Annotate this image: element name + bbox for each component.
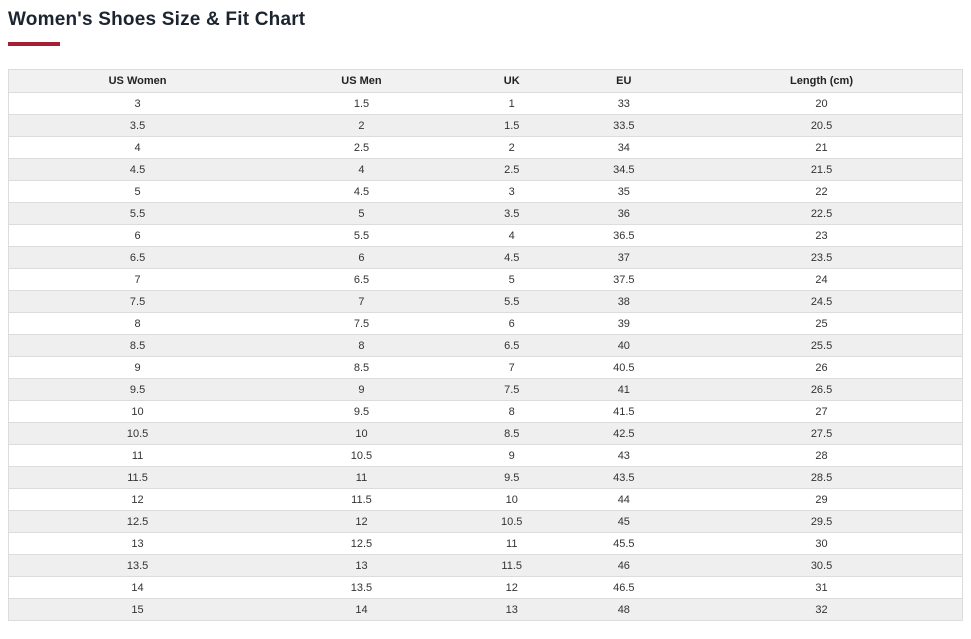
cell-uk: 3 bbox=[457, 181, 567, 203]
size-chart-table bbox=[8, 69, 963, 621]
cell-us-men: 8.5 bbox=[266, 357, 457, 379]
table-row bbox=[9, 489, 963, 511]
cell-us-women: 6 bbox=[9, 225, 267, 247]
cell-length-cm: 28.5 bbox=[681, 467, 962, 489]
cell-uk: 8.5 bbox=[457, 423, 567, 445]
cell-us-women: 9.5 bbox=[9, 379, 267, 401]
cell-length-cm: 25.5 bbox=[681, 335, 962, 357]
cell-uk: 11.5 bbox=[457, 555, 567, 577]
cell-us-women: 12 bbox=[9, 489, 267, 511]
cell-us-men: 7 bbox=[266, 291, 457, 313]
cell-eu: 41.5 bbox=[567, 401, 681, 423]
cell-us-women: 5.5 bbox=[9, 203, 267, 225]
cell-us-men: 11 bbox=[266, 467, 457, 489]
cell-length-cm: 20.5 bbox=[681, 115, 962, 137]
cell-us-men: 2.5 bbox=[266, 137, 457, 159]
cell-length-cm: 29.5 bbox=[681, 511, 962, 533]
table-row bbox=[9, 357, 963, 379]
cell-us-women: 4 bbox=[9, 137, 267, 159]
cell-uk: 6 bbox=[457, 313, 567, 335]
table-row bbox=[9, 291, 963, 313]
cell-us-men: 6.5 bbox=[266, 269, 457, 291]
cell-us-men: 1.5 bbox=[266, 93, 457, 115]
cell-us-men: 2 bbox=[266, 115, 457, 137]
cell-length-cm: 28 bbox=[681, 445, 962, 467]
column-header-eu: EU bbox=[567, 70, 681, 93]
cell-us-men: 5.5 bbox=[266, 225, 457, 247]
table-row bbox=[9, 137, 963, 159]
table-row bbox=[9, 445, 963, 467]
cell-uk: 11 bbox=[457, 533, 567, 555]
cell-eu: 46 bbox=[567, 555, 681, 577]
cell-us-men: 10 bbox=[266, 423, 457, 445]
cell-eu: 42.5 bbox=[567, 423, 681, 445]
cell-uk: 10 bbox=[457, 489, 567, 511]
cell-eu: 41 bbox=[567, 379, 681, 401]
cell-us-men: 13 bbox=[266, 555, 457, 577]
cell-uk: 1.5 bbox=[457, 115, 567, 137]
cell-us-men: 4.5 bbox=[266, 181, 457, 203]
cell-uk: 5.5 bbox=[457, 291, 567, 313]
cell-uk: 9.5 bbox=[457, 467, 567, 489]
table-row bbox=[9, 599, 963, 621]
cell-uk: 4 bbox=[457, 225, 567, 247]
page-title: Women's Shoes Size & Fit Chart bbox=[8, 9, 306, 30]
cell-eu: 33.5 bbox=[567, 115, 681, 137]
cell-eu: 40 bbox=[567, 335, 681, 357]
cell-us-men: 4 bbox=[266, 159, 457, 181]
cell-uk: 7 bbox=[457, 357, 567, 379]
cell-uk: 5 bbox=[457, 269, 567, 291]
cell-eu: 40.5 bbox=[567, 357, 681, 379]
cell-us-women: 11 bbox=[9, 445, 267, 467]
cell-eu: 48 bbox=[567, 599, 681, 621]
cell-uk: 6.5 bbox=[457, 335, 567, 357]
table-row bbox=[9, 423, 963, 445]
cell-eu: 37 bbox=[567, 247, 681, 269]
cell-us-women: 3 bbox=[9, 93, 267, 115]
cell-us-women: 4.5 bbox=[9, 159, 267, 181]
table-row bbox=[9, 269, 963, 291]
cell-eu: 39 bbox=[567, 313, 681, 335]
cell-length-cm: 21 bbox=[681, 137, 962, 159]
table-header bbox=[9, 70, 963, 93]
cell-us-women: 7 bbox=[9, 269, 267, 291]
table-row bbox=[9, 93, 963, 115]
cell-length-cm: 32 bbox=[681, 599, 962, 621]
cell-uk: 10.5 bbox=[457, 511, 567, 533]
cell-eu: 35 bbox=[567, 181, 681, 203]
cell-us-men: 14 bbox=[266, 599, 457, 621]
cell-eu: 37.5 bbox=[567, 269, 681, 291]
cell-length-cm: 30.5 bbox=[681, 555, 962, 577]
table-row bbox=[9, 555, 963, 577]
cell-us-men: 7.5 bbox=[266, 313, 457, 335]
title-accent-underline bbox=[8, 42, 60, 46]
cell-uk: 12 bbox=[457, 577, 567, 599]
cell-us-women: 14 bbox=[9, 577, 267, 599]
cell-length-cm: 27 bbox=[681, 401, 962, 423]
cell-us-women: 5 bbox=[9, 181, 267, 203]
cell-eu: 33 bbox=[567, 93, 681, 115]
cell-us-men: 11.5 bbox=[266, 489, 457, 511]
header-row bbox=[9, 70, 963, 93]
cell-uk: 4.5 bbox=[457, 247, 567, 269]
cell-us-women: 10 bbox=[9, 401, 267, 423]
cell-eu: 38 bbox=[567, 291, 681, 313]
table-row bbox=[9, 203, 963, 225]
cell-length-cm: 24 bbox=[681, 269, 962, 291]
cell-eu: 45 bbox=[567, 511, 681, 533]
table-row bbox=[9, 225, 963, 247]
cell-length-cm: 30 bbox=[681, 533, 962, 555]
cell-length-cm: 22 bbox=[681, 181, 962, 203]
cell-us-women: 11.5 bbox=[9, 467, 267, 489]
cell-us-men: 12 bbox=[266, 511, 457, 533]
cell-us-men: 8 bbox=[266, 335, 457, 357]
table-row bbox=[9, 511, 963, 533]
cell-us-women: 8.5 bbox=[9, 335, 267, 357]
cell-uk: 1 bbox=[457, 93, 567, 115]
cell-us-women: 10.5 bbox=[9, 423, 267, 445]
table-row bbox=[9, 467, 963, 489]
cell-uk: 3.5 bbox=[457, 203, 567, 225]
cell-length-cm: 25 bbox=[681, 313, 962, 335]
cell-us-women: 8 bbox=[9, 313, 267, 335]
cell-us-women: 15 bbox=[9, 599, 267, 621]
table-row bbox=[9, 247, 963, 269]
table-row bbox=[9, 115, 963, 137]
table-row bbox=[9, 533, 963, 555]
cell-us-women: 3.5 bbox=[9, 115, 267, 137]
table-row bbox=[9, 401, 963, 423]
cell-us-women: 9 bbox=[9, 357, 267, 379]
column-header-uk: UK bbox=[457, 70, 567, 93]
cell-uk: 2 bbox=[457, 137, 567, 159]
cell-us-men: 9 bbox=[266, 379, 457, 401]
cell-length-cm: 26.5 bbox=[681, 379, 962, 401]
cell-us-women: 7.5 bbox=[9, 291, 267, 313]
cell-eu: 34.5 bbox=[567, 159, 681, 181]
cell-eu: 45.5 bbox=[567, 533, 681, 555]
cell-us-men: 10.5 bbox=[266, 445, 457, 467]
cell-length-cm: 24.5 bbox=[681, 291, 962, 313]
cell-uk: 7.5 bbox=[457, 379, 567, 401]
cell-length-cm: 26 bbox=[681, 357, 962, 379]
cell-us-men: 9.5 bbox=[266, 401, 457, 423]
cell-length-cm: 23 bbox=[681, 225, 962, 247]
cell-uk: 8 bbox=[457, 401, 567, 423]
column-header-length-cm: Length (cm) bbox=[681, 70, 962, 93]
cell-length-cm: 23.5 bbox=[681, 247, 962, 269]
cell-us-men: 13.5 bbox=[266, 577, 457, 599]
cell-us-men: 5 bbox=[266, 203, 457, 225]
cell-length-cm: 20 bbox=[681, 93, 962, 115]
table-row bbox=[9, 313, 963, 335]
cell-us-women: 13.5 bbox=[9, 555, 267, 577]
cell-length-cm: 21.5 bbox=[681, 159, 962, 181]
cell-eu: 43 bbox=[567, 445, 681, 467]
cell-length-cm: 29 bbox=[681, 489, 962, 511]
cell-eu: 46.5 bbox=[567, 577, 681, 599]
cell-length-cm: 31 bbox=[681, 577, 962, 599]
cell-us-women: 13 bbox=[9, 533, 267, 555]
cell-eu: 36.5 bbox=[567, 225, 681, 247]
cell-length-cm: 22.5 bbox=[681, 203, 962, 225]
cell-uk: 9 bbox=[457, 445, 567, 467]
cell-us-women: 6.5 bbox=[9, 247, 267, 269]
cell-eu: 44 bbox=[567, 489, 681, 511]
column-header-us-men: US Men bbox=[266, 70, 457, 93]
cell-eu: 34 bbox=[567, 137, 681, 159]
table-row bbox=[9, 577, 963, 599]
cell-uk: 13 bbox=[457, 599, 567, 621]
cell-eu: 43.5 bbox=[567, 467, 681, 489]
cell-uk: 2.5 bbox=[457, 159, 567, 181]
table-row bbox=[9, 159, 963, 181]
cell-us-men: 6 bbox=[266, 247, 457, 269]
cell-length-cm: 27.5 bbox=[681, 423, 962, 445]
table-row bbox=[9, 379, 963, 401]
cell-eu: 36 bbox=[567, 203, 681, 225]
table-body bbox=[9, 93, 963, 621]
column-header-us-women: US Women bbox=[9, 70, 267, 93]
cell-us-women: 12.5 bbox=[9, 511, 267, 533]
table-row bbox=[9, 335, 963, 357]
cell-us-men: 12.5 bbox=[266, 533, 457, 555]
table-row bbox=[9, 181, 963, 203]
